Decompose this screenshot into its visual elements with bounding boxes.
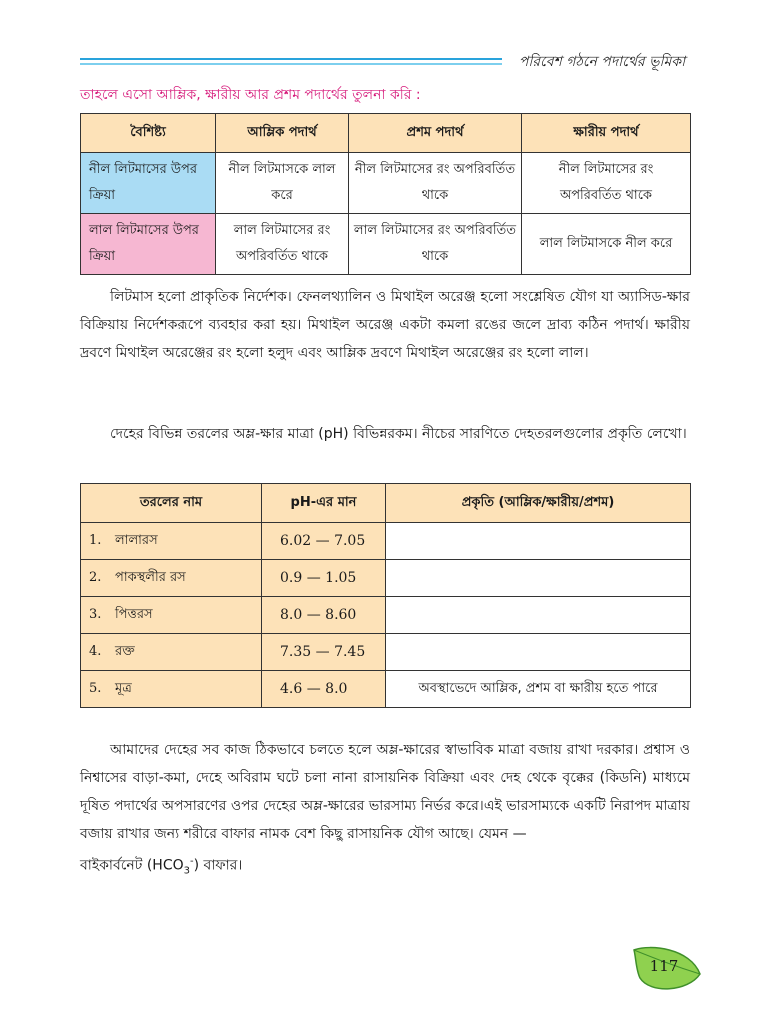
ph-value: 0.9 — 1.05 xyxy=(262,560,386,597)
nature-cell xyxy=(386,597,691,634)
subscript-3: 3 xyxy=(183,865,190,877)
table-row xyxy=(81,597,691,634)
neutral-cell: লাল লিটমাসের রং অপরিবর্তিত থাকে xyxy=(349,214,522,275)
superscript-minus: - xyxy=(190,856,194,867)
fluid-name: মূত্র xyxy=(115,680,132,696)
alkaline-cell: লাল লিটমাসকে নীল করে xyxy=(522,214,691,275)
row-number: 1. xyxy=(89,532,102,548)
row-number: 5. xyxy=(89,680,102,696)
header-rule xyxy=(80,58,502,68)
nature-cell: অবস্থাভেদে আম্লিক, প্রশম বা ক্ষারীয় হতে পারে xyxy=(386,671,691,708)
header-alkaline: ক্ষারীয় পদার্থ xyxy=(522,114,691,153)
ph-header-row xyxy=(81,484,691,523)
feature-cell: নীল লিটমাসের উপর ক্রিয়া xyxy=(81,153,216,214)
table-row xyxy=(81,634,691,671)
comparison-row-red-litmus xyxy=(81,214,691,275)
ph-value: 8.0 — 8.60 xyxy=(262,597,386,634)
running-title: পরিবেশ গঠনে পদার্থের ভূমিকা xyxy=(518,54,686,70)
comparison-header-row xyxy=(81,114,691,153)
fluid-name: লালারস xyxy=(115,532,158,548)
comparison-row-blue-litmus xyxy=(81,153,691,214)
nature-cell xyxy=(386,523,691,560)
bicarbonate-example xyxy=(80,848,242,885)
ph-table xyxy=(80,483,691,708)
ph-value: 4.6 — 8.0 xyxy=(262,671,386,708)
alkaline-cell: নীল লিটমাসের রং অপরিবর্তিত থাকে xyxy=(522,153,691,214)
intro-line: তাহলে এসো আম্লিক, ক্ষারীয় আর প্রশম পদার্থের তুলনা করি : xyxy=(80,87,421,103)
header-ph-value: pH-এর মান xyxy=(262,484,386,523)
acidic-cell: নীল লিটমাসকে লাল করে xyxy=(216,153,349,214)
table-row xyxy=(81,671,691,708)
paragraph-balance-text: আমাদের দেহের সব কাজ ঠিকভাবে চলতে হলে অম্ল-ক্ষারের স্বাভাবিক মাত্রা বজায় রাখা দরকার। প্রশ্বাস ও নিশ্বাসের বাড়া-কমা, দেহে অবিরাম ঘটে চলা নানা রাসায়নিক বিক্রিয়া এবং দেহ থেকে বৃক্কের (কিডনি) মাধ্যমে দূষিত পদার্থের অপসারণের ওপর দেহের অম্ল-ক্ষারের ভারসাম্য নির্ভর করে।এই ভারসাম্যকে একটি নিরাপদ মাত্রায় বজায় রাখার জন্য শরীরে বাফার নামক বেশ কিছু রাসায়নিক যৌগ আছে। যেমন — xyxy=(80,742,690,842)
example-suffix: ) বাফার। xyxy=(193,857,243,874)
header-acidic: আম্লিক পদার্থ xyxy=(216,114,349,153)
paragraph-body-ph: দেহের বিভিন্ন তরলের অম্ল-ক্ষার মাত্রা (pH) বিভিন্নরকম। নীচের সারণিতে দেহতরলগুলোর প্রকৃতি লেখো। xyxy=(110,426,687,442)
nature-cell xyxy=(386,634,691,671)
fluid-name: পাকস্থলীর রস xyxy=(115,569,186,585)
fluid-name: রক্ত xyxy=(115,643,135,659)
ph-value: 6.02 — 7.05 xyxy=(262,523,386,560)
fluid-name: পিত্তরস xyxy=(115,606,153,622)
feature-cell: লাল লিটমাসের উপর ক্রিয়া xyxy=(81,214,216,275)
comparison-table xyxy=(80,113,691,275)
neutral-cell: নীল লিটমাসের রং অপরিবর্তিত থাকে xyxy=(349,153,522,214)
row-number: 2. xyxy=(89,569,102,585)
row-number: 4. xyxy=(89,643,102,659)
table-row xyxy=(81,560,691,597)
page-number: 117 xyxy=(649,957,679,975)
nature-cell xyxy=(386,560,691,597)
paragraph-indicator: লিটমাস হলো প্রাকৃতিক নির্দেশক। ফেনলথ্যালিন ও মিথাইল অরেঞ্জ হলো সংশ্লেষিত যৌগ যা অ্যাসিড-ক্ষার বিক্রিয়ায় নির্দেশকরূপে ব্যবহার করা হয়। মিথাইল অরেঞ্জ একটা কমলা রঙের জলে দ্রাব্য কঠিন পদার্থ। ক্ষারীয় দ্রবণে মিথাইল অরেঞ্জের রং হলো হলুদ এবং আম্লিক দ্রবণে মিথাইল অরেঞ্জের রং হলো লাল। xyxy=(80,289,690,361)
ph-value: 7.35 — 7.45 xyxy=(262,634,386,671)
header-feature: বৈশিষ্ট্য xyxy=(81,114,216,153)
header-fluid-name: তরলের নাম xyxy=(81,484,262,523)
table-row xyxy=(81,523,691,560)
acidic-cell: লাল লিটমাসের রং অপরিবর্তিত থাকে xyxy=(216,214,349,275)
row-number: 3. xyxy=(89,606,102,622)
header-neutral: প্রশম পদার্থ xyxy=(349,114,522,153)
example-prefix: বাইকার্বনেট (HCO xyxy=(80,857,184,874)
paragraph-balance xyxy=(80,736,690,885)
header-nature: প্রকৃতি (আম্লিক/ক্ষারীয়/প্রশম) xyxy=(386,484,691,523)
